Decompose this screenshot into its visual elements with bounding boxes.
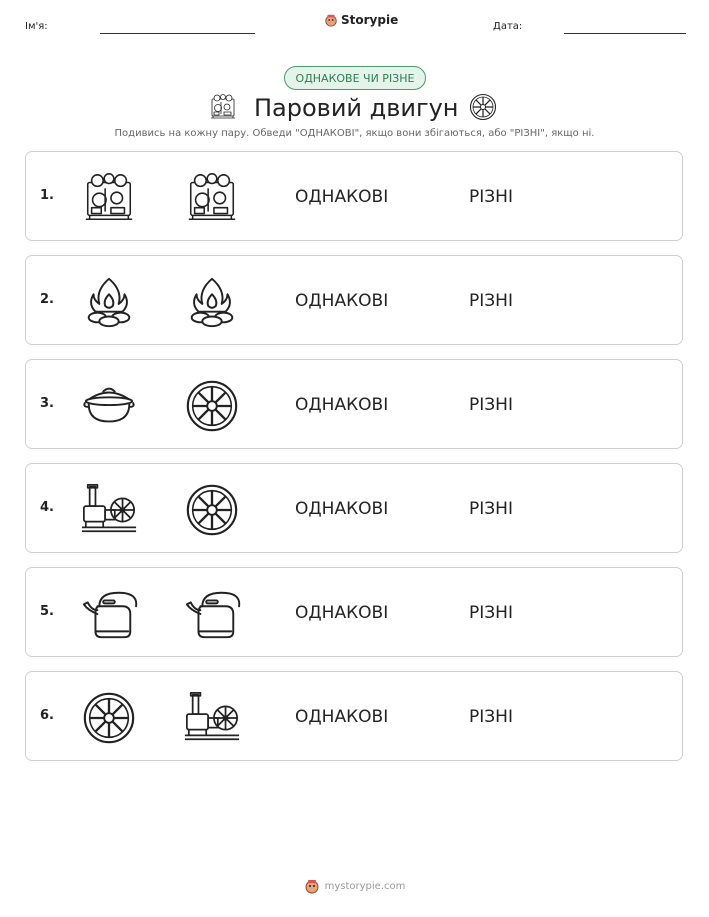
same-option[interactable]: ОДНАКОВІ bbox=[295, 499, 389, 519]
exercise-row-1 bbox=[25, 151, 683, 241]
different-option[interactable]: РІЗНІ bbox=[469, 707, 513, 727]
name-label: Ім'я: bbox=[25, 21, 48, 32]
same-option[interactable]: ОДНАКОВІ bbox=[295, 603, 389, 623]
steam-machine-icon bbox=[183, 169, 241, 227]
wheel-icon bbox=[183, 481, 241, 539]
exercise-row-4 bbox=[25, 463, 683, 553]
different-option[interactable]: РІЗНІ bbox=[469, 395, 513, 415]
kettle-icon bbox=[183, 585, 241, 643]
row-number: 3. bbox=[40, 396, 54, 411]
steam-engine-icon bbox=[183, 689, 241, 747]
footer-url[interactable]: mystorypie.com bbox=[324, 880, 406, 892]
name-field-line[interactable] bbox=[100, 33, 255, 34]
storypie-logo bbox=[324, 13, 398, 27]
different-option[interactable]: РІЗНІ bbox=[469, 187, 513, 207]
wheel-icon bbox=[80, 689, 138, 747]
wheel-icon bbox=[468, 92, 498, 122]
row-number: 5. bbox=[40, 604, 54, 619]
campfire-icon bbox=[80, 273, 138, 331]
steam-machine-icon bbox=[80, 169, 138, 227]
page-title: Паровий двигун bbox=[254, 94, 459, 122]
same-option[interactable]: ОДНАКОВІ bbox=[295, 187, 389, 207]
exercise-row-5 bbox=[25, 567, 683, 657]
row-number: 4. bbox=[40, 500, 54, 515]
exercise-row-6 bbox=[25, 671, 683, 761]
wheel-icon bbox=[183, 377, 241, 435]
row-number: 1. bbox=[40, 188, 54, 203]
date-field-line[interactable] bbox=[564, 33, 686, 34]
different-option[interactable]: РІЗНІ bbox=[469, 603, 513, 623]
date-label: Дата: bbox=[493, 21, 523, 32]
campfire-icon bbox=[183, 273, 241, 331]
same-option[interactable]: ОДНАКОВІ bbox=[295, 395, 389, 415]
row-number: 6. bbox=[40, 708, 54, 723]
instructions: Подивись на кожну пару. Обведи "ОДНАКОВІ", якщо вони збігаються, або "РІЗНІ", якщо ні. bbox=[114, 128, 595, 139]
worksheet-type-badge: ОДНАКОВЕ ЧИ РІЗНЕ bbox=[284, 66, 426, 90]
storypie-mascot-icon bbox=[304, 878, 320, 894]
storypie-mascot-icon bbox=[324, 13, 338, 27]
pot-icon bbox=[80, 377, 138, 435]
exercise-row-3 bbox=[25, 359, 683, 449]
steam-machine-icon bbox=[208, 92, 238, 122]
title-row bbox=[0, 92, 709, 124]
kettle-icon bbox=[80, 585, 138, 643]
row-number: 2. bbox=[40, 292, 54, 307]
exercise-row-2 bbox=[25, 255, 683, 345]
footer bbox=[0, 878, 709, 894]
steam-engine-icon bbox=[80, 481, 138, 539]
different-option[interactable]: РІЗНІ bbox=[469, 291, 513, 311]
same-option[interactable]: ОДНАКОВІ bbox=[295, 707, 389, 727]
different-option[interactable]: РІЗНІ bbox=[469, 499, 513, 519]
brand-name: Storypie bbox=[341, 13, 399, 27]
same-option[interactable]: ОДНАКОВІ bbox=[295, 291, 389, 311]
